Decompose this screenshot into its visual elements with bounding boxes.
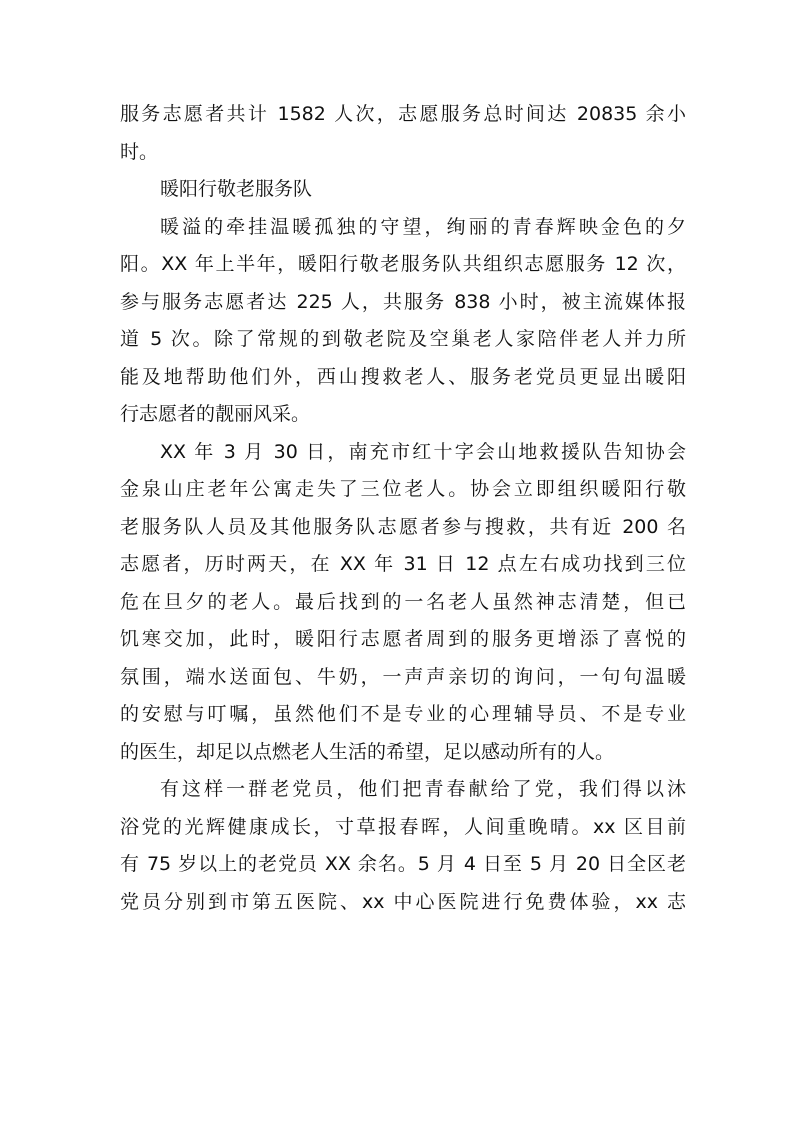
text-line: 党员分别到市第五医院、xx 中心医院进行免费体验，xx 志	[120, 890, 686, 913]
text-line: 氛围，端水送面包、牛奶，一声声亲切的询问，一句句温暖	[120, 665, 686, 688]
text-line: 暖溢的牵挂温暖孤独的守望，绚丽的青春辉映金色的夕	[160, 215, 686, 238]
text-line: 志愿者，历时两天，在 XX 年 31 日 12 点左右成功找到三位	[120, 553, 686, 575]
text-line: 能及地帮助他们外，西山搜救老人、服务老党员更显出暖阳	[120, 365, 686, 388]
section-heading: 暖阳行敬老服务队	[160, 178, 313, 200]
text-line: 浴党的光辉健康成长，寸草报春晖，人间重晚晴。xx 区目前	[120, 815, 686, 838]
text-line: 金泉山庄老年公寓走失了三位老人。协会立即组织暖阳行敬	[120, 478, 686, 500]
text-line: 危在旦夕的老人。最后找到的一名老人虽然神志清楚，但已	[120, 590, 686, 613]
text-line: 饥寒交加，此时，暖阳行志愿者周到的服务更增添了喜悦的	[120, 628, 686, 650]
document-body	[120, 96, 686, 921]
text-line: 有这样一群老党员，他们把青春献给了党，我们得以沐	[160, 778, 686, 800]
text-line: 的安慰与叮嘱，虽然他们不是专业的心理辅导员、不是专业	[120, 703, 686, 725]
text-line: 的医生，却足以点燃老人生活的希望，足以感动所有的人。	[120, 740, 615, 763]
text-line: 服务志愿者共计 1582 人次，志愿服务总时间达 20835 余小	[120, 103, 686, 125]
text-line: 老服务队人员及其他服务队志愿者参与搜救，共有近 200 名	[120, 515, 686, 538]
text-line: 阳。XX 年上半年，暖阳行敬老服务队共组织志愿服务 12 次，	[120, 253, 686, 275]
text-line: 行志愿者的靓丽风采。	[120, 403, 311, 425]
text-line: 道 5 次。除了常规的到敬老院及空巢老人家陪伴老人并力所	[120, 328, 686, 350]
text-line: 时。	[120, 140, 159, 163]
text-line: XX 年 3 月 30 日，南充市红十字会山地救援队告知协会	[160, 440, 686, 463]
text-line: 有 75 岁以上的老党员 XX 余名。5 月 4 日至 5 月 20 日全区老	[120, 853, 686, 875]
text-line: 参与服务志愿者达 225 人，共服务 838 小时，被主流媒体报	[120, 290, 686, 313]
